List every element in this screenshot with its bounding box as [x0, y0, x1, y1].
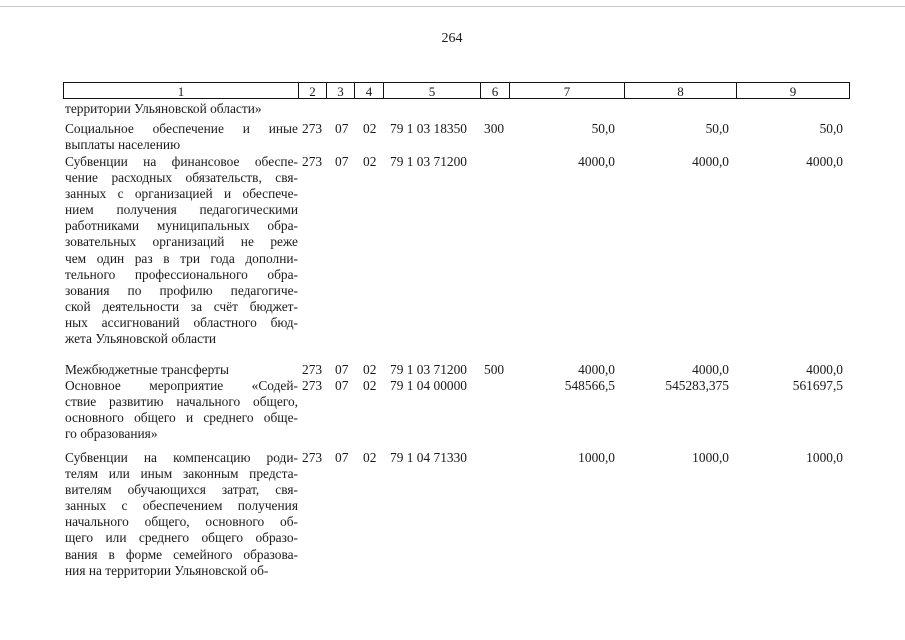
cell-col-5: 79 1 04 00000	[390, 378, 467, 393]
cell-col-6: 300	[484, 121, 505, 136]
description-line: выплаты населению	[65, 137, 181, 153]
table-row	[0, 362, 905, 378]
cell-col-3: 07	[335, 154, 349, 169]
header-col-3: 3	[326, 82, 355, 99]
description-line: Субвенции на финансовое обеспе-	[65, 154, 298, 169]
description-line: ской деятельности за счёт бюджет-	[65, 298, 298, 314]
description-line: го образования»	[65, 426, 158, 442]
header-col-8: 8	[624, 82, 737, 99]
description-line: Социальное обеспечение и иные	[65, 121, 298, 136]
cell-col-3: 07	[335, 121, 349, 136]
description-line: занных с организацией и обеспече-	[65, 186, 298, 202]
description-line: телям или иным законным предста-	[65, 466, 298, 482]
cell-col-6: 500	[484, 362, 505, 377]
cell-col-9: 1000,0	[806, 450, 843, 465]
cell-col-2: 273	[302, 362, 323, 377]
description-line: Субвенции на компенсацию роди-	[65, 450, 298, 465]
description-line: зовательных организаций не реже	[65, 234, 298, 250]
table-row	[0, 378, 905, 442]
header-col-9: 9	[736, 82, 850, 99]
cell-col-7: 4000,0	[578, 154, 615, 169]
description-line: жета Ульяновской области	[65, 331, 217, 347]
cell-col-7: 4000,0	[578, 362, 615, 377]
table-header-row	[63, 82, 850, 101]
cell-col-5: 79 1 03 71200	[390, 362, 467, 377]
cell-col-4: 02	[363, 154, 377, 169]
description-line: нием получения педагогическими	[65, 202, 298, 218]
row-description	[65, 362, 298, 378]
description-line: начального общего, основного об-	[65, 514, 298, 530]
header-col-1: 1	[63, 82, 299, 99]
cell-col-3: 07	[335, 450, 349, 465]
cell-col-2: 273	[302, 121, 323, 136]
description-line: тельного профессионального обра-	[65, 266, 298, 282]
cell-col-4: 02	[363, 121, 377, 136]
cell-col-4: 02	[363, 450, 377, 465]
description-line: вания в форме семейного образова-	[65, 546, 298, 562]
cell-col-8: 4000,0	[692, 154, 729, 169]
description-line: ных ассигнований областного бюд-	[65, 314, 298, 330]
scan-edge-line	[0, 6, 905, 7]
cell-col-7: 50,0	[591, 121, 615, 136]
cell-col-7: 1000,0	[578, 450, 615, 465]
description-line: щего или среднего общего образо-	[65, 530, 298, 546]
header-col-6: 6	[480, 82, 510, 99]
cell-col-9: 4000,0	[806, 154, 843, 169]
table-row	[0, 154, 905, 347]
cell-col-2: 273	[302, 450, 323, 465]
header-col-5: 5	[383, 82, 481, 99]
page-number: 264	[441, 31, 463, 46]
description-line: чение расходных обязательств, свя-	[65, 170, 298, 186]
cell-col-5: 79 1 04 71330	[390, 450, 467, 465]
cell-col-5: 79 1 03 71200	[390, 154, 467, 169]
header-col-4: 4	[354, 82, 384, 99]
row-description	[65, 101, 298, 117]
cell-col-3: 07	[335, 362, 349, 377]
cell-col-7: 548566,5	[564, 378, 615, 393]
table-row	[0, 450, 905, 579]
table-row	[0, 101, 905, 117]
description-line: основного общего и среднего обще-	[65, 410, 298, 426]
cell-col-9: 50,0	[819, 121, 843, 136]
cell-col-9: 4000,0	[806, 362, 843, 377]
cell-col-8: 50,0	[705, 121, 729, 136]
cell-col-2: 273	[302, 378, 323, 393]
description-line: Основное мероприятие «Содей-	[65, 378, 298, 393]
cell-col-8: 545283,375	[665, 378, 729, 393]
cell-col-9: 561697,5	[792, 378, 843, 393]
description-line: вителям обучающихся затрат, свя-	[65, 482, 298, 498]
cell-col-8: 4000,0	[692, 362, 729, 377]
cell-col-3: 07	[335, 378, 349, 393]
header-col-2: 2	[298, 82, 327, 99]
cell-col-4: 02	[363, 362, 377, 377]
row-description	[65, 378, 298, 442]
cell-col-8: 1000,0	[692, 450, 729, 465]
description-line: ния на территории Ульяновской об-	[65, 562, 269, 578]
header-col-7: 7	[509, 82, 625, 99]
row-description	[65, 121, 298, 153]
table-row	[0, 121, 905, 153]
cell-col-2: 273	[302, 154, 323, 169]
description-line: работниками муниципальных обра-	[65, 218, 298, 234]
description-line: занных с обеспечением получения	[65, 498, 298, 514]
cell-col-5: 79 1 03 18350	[390, 121, 467, 136]
description-line: чем один раз в три года дополни-	[65, 250, 298, 266]
row-description	[65, 450, 298, 579]
description-line: ствие развитию начального общего,	[65, 394, 298, 410]
description-line: территории Ульяновской области»	[65, 101, 262, 116]
description-line: зования по профилю педагогиче-	[65, 282, 298, 298]
cell-col-4: 02	[363, 378, 377, 393]
row-description	[65, 154, 298, 347]
description-line: Межбюджетные трансферты	[65, 362, 229, 377]
